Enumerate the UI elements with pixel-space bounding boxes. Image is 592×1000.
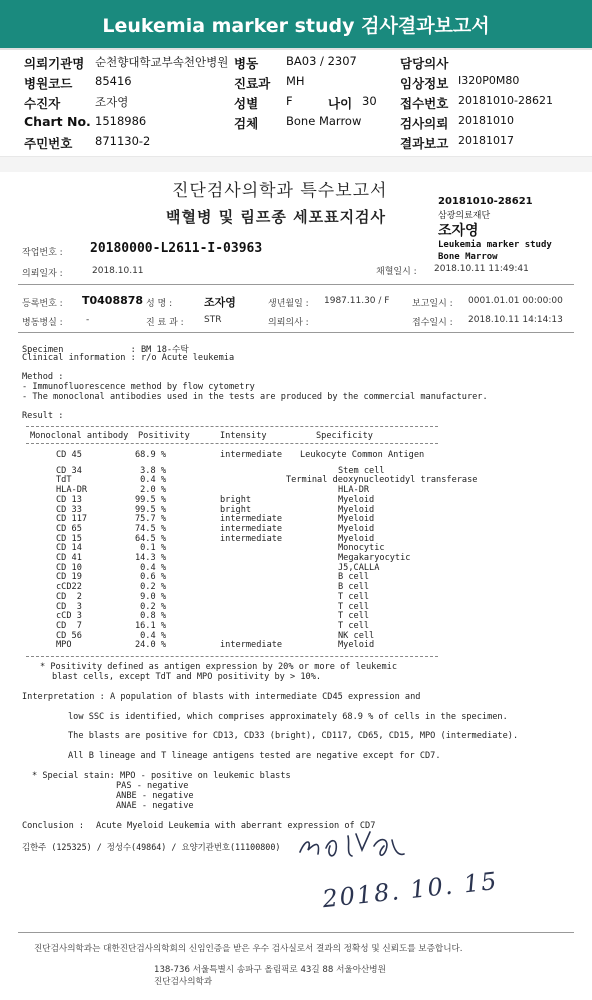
patient-label: 수진자 (24, 96, 61, 111)
antibody-cell: CD 34 (56, 465, 82, 476)
positivity-cell: 16.1 % (134, 620, 166, 631)
positivity-cell: 0.4 % (140, 630, 166, 641)
ward-room-label: 병동병실 : (22, 318, 63, 328)
signature-date: 2018. 10. 15 (321, 866, 500, 914)
interp-label: Interpretation : (22, 692, 105, 702)
antibody-cell: HLA-DR (56, 485, 88, 496)
stain-4: ANAE - negative (116, 801, 194, 811)
dob: 1987.11.30 / F (324, 296, 390, 306)
accession-label: 접수번호 (400, 96, 449, 111)
work-no: 20180000-L2611-I-03963 (90, 241, 263, 256)
antibody-cell: cCD22 (56, 582, 82, 593)
report-dt: 0001.01.01 00:00:00 (468, 296, 563, 306)
specificity-cell: Myeloid (338, 494, 375, 505)
specificity-cell: B cell (338, 572, 370, 583)
intensity-cell: intermediate (220, 514, 283, 525)
hospital-value: 순천향대학교부속천안병원 (95, 55, 229, 69)
col-specificity: Specificity (316, 431, 373, 441)
col-positivity: Positivity (138, 431, 190, 441)
ward-room: - (86, 315, 90, 325)
intensity-cell: intermediate (220, 450, 283, 460)
positivity-cell: 0.1 % (140, 543, 166, 554)
positivity-cell: 0.4 % (140, 475, 166, 486)
report-label: 결과보고 (400, 136, 449, 151)
specificity-cell: HLA-DR (338, 485, 370, 496)
req-doctor-label: 의뢰의사 : (268, 318, 309, 328)
intensity-cell: bright (220, 494, 252, 505)
antibody-cell: CD 13 (56, 494, 82, 505)
dob-label: 생년월일 : (268, 299, 309, 309)
antibody-cell: cCD 3 (56, 611, 82, 622)
report-title: 진단검사의학과 특수보고서 (172, 181, 388, 201)
signers: 김한주 (125325) / 정성수(49864) / 요양기관번호(11100800) (22, 842, 281, 852)
positivity-cell: 99.5 % (134, 504, 166, 515)
specificity-cell: B cell (338, 582, 370, 593)
table-top-rule (26, 426, 438, 427)
col-antibody: Monoclonal antibody (30, 431, 129, 441)
recv-dt: 2018.10.11 14:14:13 (468, 315, 563, 325)
hospcode-label: 병원코드 (24, 76, 73, 91)
result-title: Result : (22, 411, 64, 421)
patient-name: 조자영 (204, 296, 236, 309)
positivity-cell: 75.7 % (134, 514, 166, 525)
hospital-label: 의뢰기관명 (24, 56, 85, 71)
clinical-label: 임상정보 (400, 76, 449, 91)
sticker-lab: 삼광의료재단 (438, 211, 491, 221)
antibody-cell: CD 45 (56, 450, 82, 460)
req-date: 2018.10.11 (92, 266, 144, 276)
interp-1: A population of blasts with intermediate CD45 expression and (110, 692, 421, 702)
accession-value: 20181010-28621 (458, 94, 553, 107)
work-no-label: 작업번호 : (22, 248, 63, 258)
method-line-1: - Immunofluorescence method by flow cytometry (22, 382, 255, 392)
positivity-cell: 24.0 % (134, 640, 166, 651)
intensity-cell: intermediate (220, 533, 283, 544)
positivity-cell: 99.5 % (134, 494, 166, 505)
signature-mark (290, 820, 450, 870)
antibody-cell: CD 41 (56, 553, 82, 563)
positivity-cell: 0.6 % (140, 572, 166, 583)
specificity-cell: Terminal deoxynucleotidyl transferase (286, 475, 478, 486)
antibody-cell: MPO (56, 640, 72, 651)
dept-label: 진료과 (234, 76, 271, 91)
dept-label-r: 진 료 과 : (146, 318, 184, 328)
antibody-cell: CD 2 (56, 591, 82, 602)
specificity-cell: T cell (338, 601, 370, 612)
request-value: 20181010 (458, 114, 514, 127)
reg-no: T0408878 (82, 294, 144, 307)
rrn-label: 주민번호 (24, 136, 73, 151)
positivity-cell: 0.2 % (140, 582, 166, 593)
intensity-cell: intermediate (220, 640, 283, 651)
doctor-label: 담당의사 (400, 56, 449, 71)
positivity-cell: 68.9 % (134, 450, 166, 460)
chart-value: 1518986 (95, 114, 147, 128)
conclusion: Acute Myeloid Leukemia with aberrant expression of CD7 (96, 821, 376, 831)
method-title: Method : (22, 372, 64, 382)
sticker-specimen: Bone Marrow (438, 252, 498, 262)
positivity-cell: 74.5 % (134, 523, 166, 534)
conclusion-label: Conclusion : (22, 821, 85, 831)
reg-label: 등록번호 : (22, 299, 63, 309)
sticker-test: Leukemia marker study (438, 240, 552, 250)
antibody-cell: CD 14 (56, 543, 82, 554)
label-sticker (430, 186, 572, 264)
positivity-cell: 0.4 % (140, 562, 166, 573)
antibody-cell: CD 19 (56, 572, 82, 583)
report-dt-label: 보고일시 : (412, 299, 453, 309)
header-rule-2 (18, 332, 574, 333)
positivity-cell: 14.3 % (134, 553, 166, 563)
antibody-cell: CD 3 (56, 601, 82, 612)
footer-rule (18, 932, 574, 933)
recv-label: 접수일시 : (412, 318, 453, 328)
patient-value: 조자영 (95, 95, 129, 109)
antibody-cell: CD 15 (56, 533, 82, 544)
method-line-2: - The monoclonal antibodies used in the tests are produced by the commercial manufacturer. (22, 392, 488, 402)
age-value: 30 (362, 94, 377, 108)
specificity-cell: Myeloid (338, 523, 375, 534)
footnote-1: * Positivity defined as antigen expression by 20% or more of leukemic (40, 662, 397, 672)
collect-label: 채혈일시 : (376, 267, 417, 277)
header-rule (18, 284, 574, 285)
positivity-cell: 2.0 % (140, 485, 166, 496)
specificity-cell: T cell (338, 591, 370, 602)
antibody-cell: CD 117 (56, 514, 88, 525)
stain-1: * Special stain: MPO - positive on leukemic blasts (32, 771, 291, 781)
dept-value: MH (286, 74, 305, 88)
sticker-name: 조자영 (438, 223, 479, 239)
positivity-cell: 0.8 % (140, 611, 166, 622)
footnote-2: blast cells, except TdT and MPO positivity by > 10%. (52, 672, 322, 682)
antibody-cell: CD 65 (56, 523, 82, 534)
specimen-line: Specimen : BM 18-수탁 (22, 345, 189, 355)
positivity-cell: 9.0 % (140, 591, 166, 602)
collect-date: 2018.10.11 11:49:41 (434, 264, 529, 274)
banner-title: Leukemia marker study 검사결과보고서 (102, 14, 490, 37)
interp-4: All B lineage and T lineage antigens tested are negative except for CD7. (68, 751, 441, 761)
report-subtitle: 백혈병 및 림프종 세포표지검사 (166, 208, 387, 226)
chart-label: Chart No. (24, 114, 91, 129)
specificity-cell: Myeloid (338, 640, 375, 651)
report-banner (0, 0, 592, 50)
positivity-cell: 3.8 % (140, 465, 166, 476)
scanned-report (0, 172, 592, 1000)
table-header-rule (26, 443, 438, 444)
stain-3: ANBE - negative (116, 791, 194, 801)
col-intensity: Intensity (220, 431, 267, 441)
report-value: 20181017 (458, 134, 514, 147)
specificity-cell: Megakaryocytic (338, 553, 411, 563)
specificity-cell: J5,CALLA (338, 562, 380, 573)
specificity-cell: Myeloid (338, 504, 375, 515)
intensity-cell: bright (220, 504, 252, 515)
specificity-cell: Stem cell (338, 465, 385, 476)
specificity-cell: Monocytic (338, 543, 385, 554)
specificity-cell: NK cell (338, 630, 375, 641)
specificity-cell: T cell (338, 620, 370, 631)
sex-label: 성별 (234, 96, 259, 111)
req-date-label: 의뢰일자 : (22, 269, 63, 279)
specimen-value: Bone Marrow (286, 114, 362, 128)
antibody-cell: CD 10 (56, 562, 82, 573)
specimen-label: 검체 (234, 116, 259, 131)
antibody-cell: CD 56 (56, 630, 82, 641)
sex-value: F (286, 94, 293, 108)
footer-dept: 진단검사의학과 (154, 977, 213, 987)
table-bottom-rule (26, 656, 438, 657)
specificity-cell: Myeloid (338, 514, 375, 525)
positivity-cell: 64.5 % (134, 533, 166, 544)
request-label: 검사의뢰 (400, 116, 449, 131)
footer-cert: 진단검사의학과는 대한진단검사의학회의 신임인증을 받은 우수 검사실로서 결과의 정확성 및 신뢰도를 보증합니다. (34, 944, 463, 954)
antibody-cell: CD 33 (56, 504, 82, 515)
ward-label: 병동 (234, 56, 259, 71)
intensity-cell: intermediate (220, 523, 283, 534)
positivity-cell: 0.2 % (140, 601, 166, 612)
dept-r: STR (204, 315, 222, 325)
interp-3: The blasts are positive for CD13, CD33 (bright), CD117, CD65, CD15, MPO (intermediate). (68, 731, 519, 741)
clinical-line: Clinical information : r/o Acute leukemia (22, 353, 235, 363)
antibody-cell: CD 7 (56, 620, 82, 631)
specificity-cell: T cell (338, 611, 370, 622)
specificity-cell: Myeloid (338, 533, 375, 544)
clinical-value: I320P0M80 (458, 74, 520, 87)
stain-2: PAS - negative (116, 781, 189, 791)
specificity-cell: Leukocyte Common Antigen (300, 450, 425, 460)
ward-value: BA03 / 2307 (286, 54, 357, 68)
name-label: 성 명 : (146, 299, 173, 309)
request-info-panel (0, 52, 592, 156)
antibody-cell: TdT (56, 475, 72, 486)
hospcode-value: 85416 (95, 74, 132, 88)
sticker-accession: 20181010-28621 (438, 196, 533, 207)
interp-2: low SSC is identified, which comprises approximately 68.9 % of cells in the specimen. (68, 712, 508, 722)
age-label: 나이 (328, 96, 353, 111)
footer-address: 138-736 서울특별시 송파구 올림픽로 43길 88 서울아산병원 (154, 965, 386, 975)
rrn-value: 871130-2 (95, 134, 151, 148)
